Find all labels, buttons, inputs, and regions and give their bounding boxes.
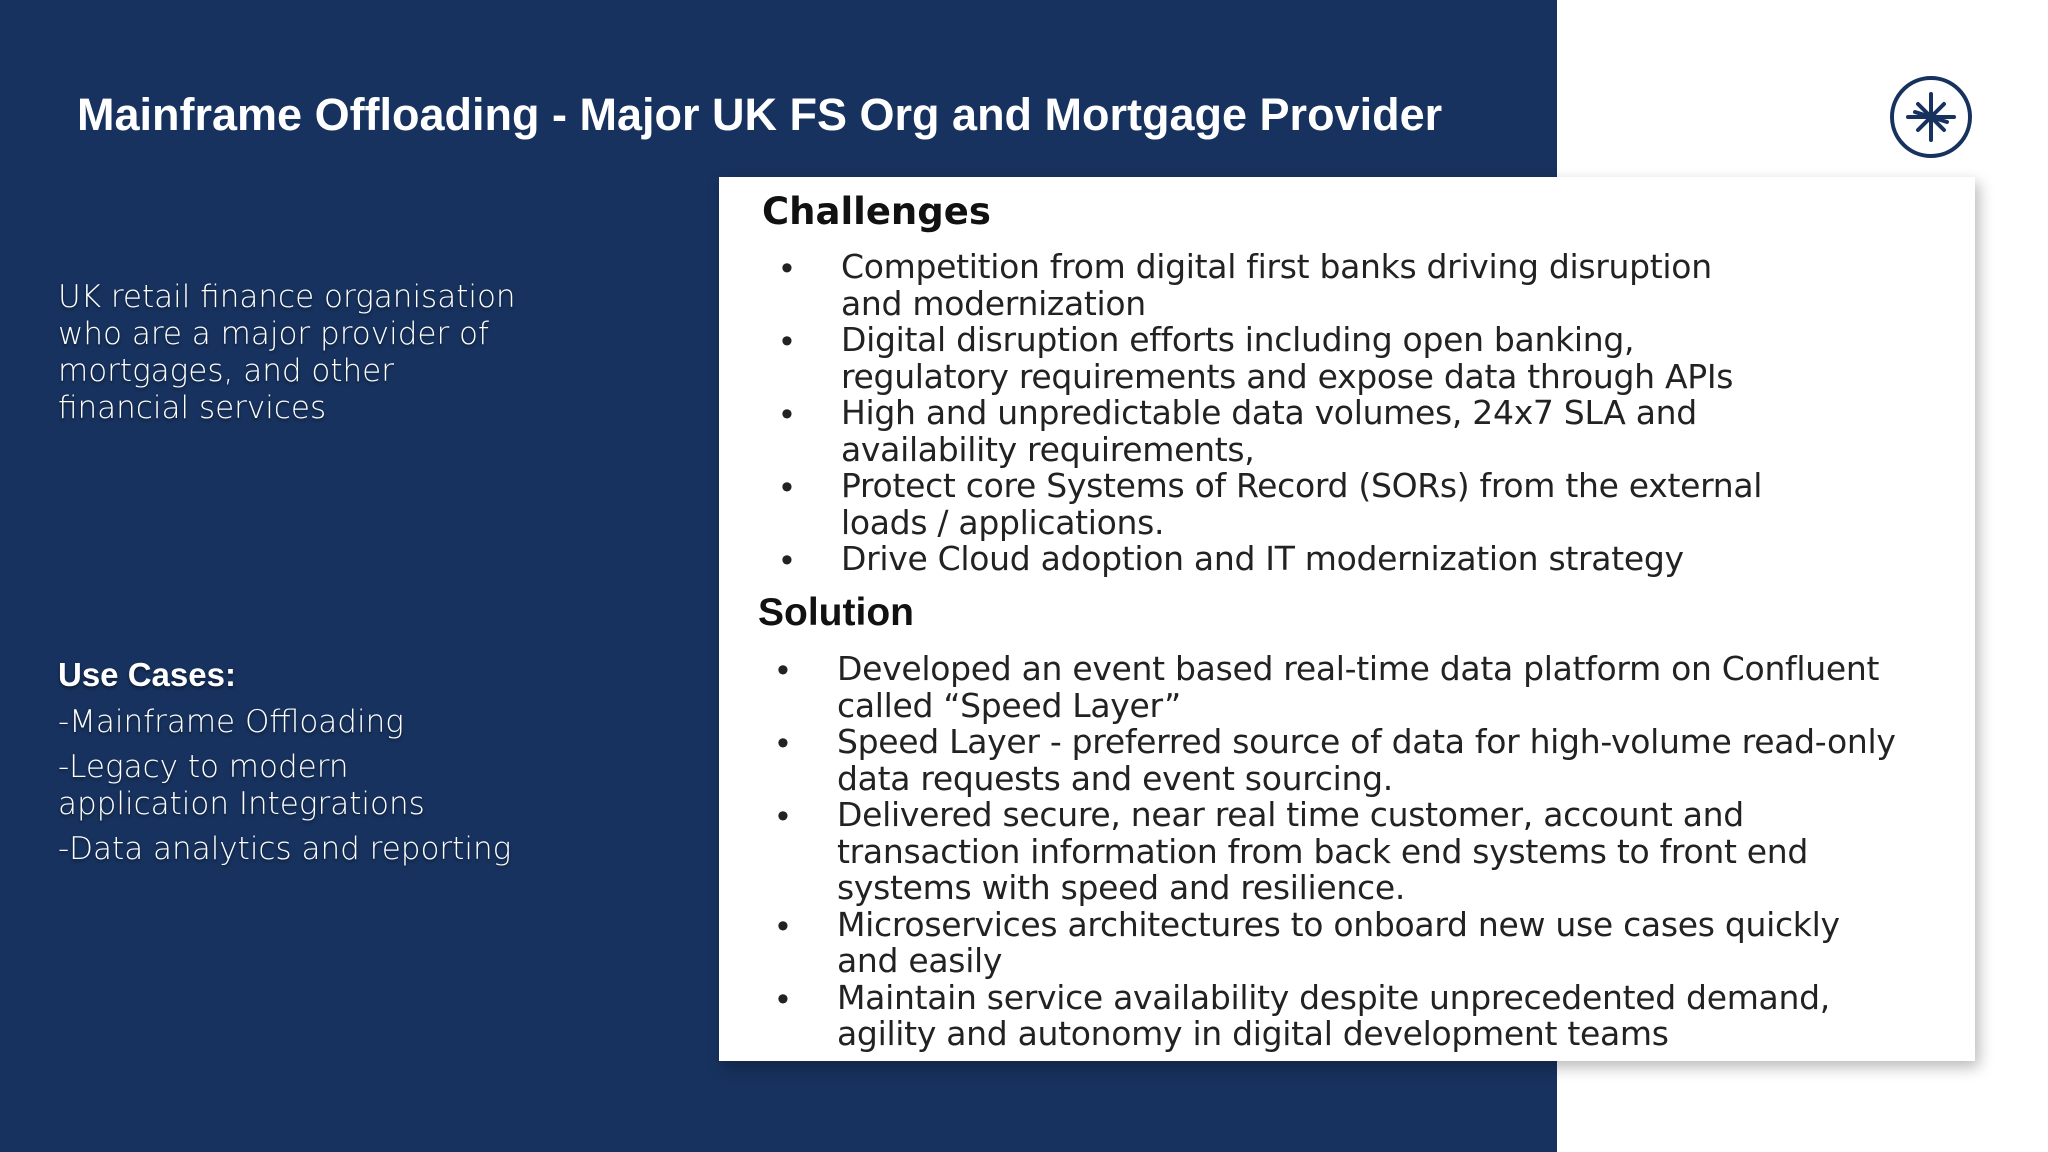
challenges-heading: Challenges — [762, 190, 991, 233]
solution-list — [777, 651, 1896, 1053]
content-card — [719, 177, 1975, 1061]
use-case-item — [58, 831, 528, 868]
use-case-item — [58, 704, 528, 741]
challenge-line: • Drive Cloud adoption and IT modernization strategy — [841, 539, 1684, 578]
intro-line: who are a major provider of — [58, 316, 489, 352]
intro-line: financial services — [58, 390, 327, 426]
use-case-line: application Integrations — [58, 786, 425, 822]
use-case-line: -Legacy to modern — [58, 749, 349, 785]
intro-line: mortgages, and other — [58, 353, 394, 389]
use-case-line: -Mainframe Offloading — [58, 704, 404, 740]
solution-item — [777, 977, 1896, 1053]
use-cases-block — [58, 656, 528, 876]
use-case-item — [58, 749, 528, 823]
solution-line: and easily — [837, 941, 1003, 980]
challenge-item — [781, 541, 1762, 578]
solution-line: transaction information from back end systems to front end — [837, 831, 1809, 871]
challenge-line: • Competition from digital first banks driving disruption — [841, 247, 1712, 286]
challenge-item — [781, 322, 1762, 395]
solution-line: agility and autonomy in digital development teams — [837, 1014, 1669, 1053]
challenge-line: • High and unpredictable data volumes, 24x7 SLA and — [841, 393, 1697, 432]
solution-line: • Maintain service availability despite unprecedented demand, — [837, 977, 1830, 1017]
challenge-item — [781, 468, 1762, 541]
slide-title: Mainframe Offloading - Major UK FS Org and Mortgage Provider — [77, 89, 1443, 140]
solution-line: • Speed Layer - preferred source of data for high-volume read-only — [837, 722, 1896, 761]
intro-text — [58, 279, 528, 427]
challenge-item — [781, 395, 1762, 468]
challenge-line: and modernization — [841, 283, 1146, 323]
challenge-line: • Protect core Systems of Record (SORs) from the external — [841, 466, 1763, 505]
challenges-list — [781, 249, 1762, 578]
solution-line: • Microservices architectures to onboard new use cases quickly — [837, 904, 1840, 944]
solution-item — [777, 724, 1896, 797]
confluent-logo-icon — [1888, 74, 1974, 160]
use-case-line: -Data analytics and reporting — [58, 831, 512, 867]
solution-item — [777, 651, 1896, 724]
solution-line: • Delivered secure, near real time customer, account and — [837, 795, 1744, 834]
challenge-line: regulatory requirements and expose data through APIs — [841, 356, 1734, 396]
solution-line: data requests and event sourcing. — [837, 758, 1393, 798]
intro-line: UK retail finance organisation — [58, 279, 516, 315]
use-cases-heading: Use Cases: — [58, 656, 236, 693]
solution-item — [777, 797, 1896, 907]
solution-line: systems with speed and resilience. — [837, 868, 1406, 907]
solution-heading: Solution — [758, 591, 914, 634]
challenge-item — [781, 249, 1762, 322]
challenge-line: availability requirements, — [841, 429, 1255, 469]
solution-line: called “Speed Layer” — [837, 685, 1181, 725]
solution-line: • Developed an event based real-time data platform on Confluent — [837, 649, 1880, 688]
challenge-line: loads / applications. — [841, 502, 1165, 542]
solution-item — [777, 904, 1896, 980]
challenge-line: • Digital disruption efforts including open banking, — [841, 320, 1635, 359]
